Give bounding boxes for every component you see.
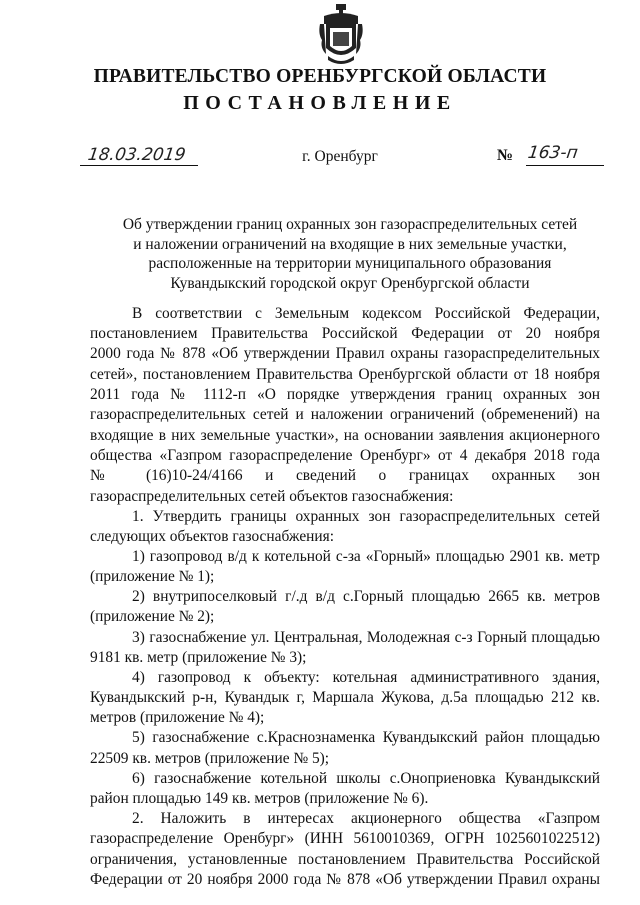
body-line: 3) газоснабжение ул. Центральная, Молодежная с-з Горный площадью <box>132 629 600 646</box>
body-line: (приложение № 1); <box>90 568 215 585</box>
document-title <box>90 215 610 293</box>
number-label: № <box>497 147 514 164</box>
body-line: газораспределительных сетей объектов газоснабжения: <box>90 488 454 505</box>
title-line: расположенные на территории муниципального образования <box>148 255 552 272</box>
body-line: 2) внутрипоселковый г/.д в/д с.Горный площадью 2665 кв. метров <box>132 588 600 605</box>
document-city: г. Оренбург <box>302 148 378 165</box>
body-line: 1. Утвердить границы охранных зон газораспределительных сетей <box>132 508 600 525</box>
government-name: ПРАВИТЕЛЬСТВО ОРЕНБУРГСКОЙ ОБЛАСТИ <box>93 66 547 87</box>
document-number: 163-п <box>526 143 580 163</box>
coat-of-arms-emblem <box>318 4 364 66</box>
body-line: следующих объектов газоснабжения: <box>90 528 334 545</box>
body-line: 2011 года № 1112-п «О порядке утверждения границ охранных зон <box>90 386 600 403</box>
body-line: входящие в них земельные участки», на основании заявления акционерного <box>90 427 600 444</box>
body-line: газораспределительных сетей и наложении ограничений (обременений) на <box>90 406 600 423</box>
body-line: район площадью 149 кв. метров (приложение № 6). <box>90 790 429 807</box>
body-line: метров (приложение № 4); <box>90 709 265 726</box>
body-line: 5) газоснабжение с.Краснознаменка Кувандыкский район площадью <box>132 729 600 746</box>
body-line: общества «Газпром газораспределение Оренбург» от 4 декабря 2018 года <box>90 447 600 464</box>
body-line: (приложение № 2); <box>90 608 215 625</box>
body-line: 6) газоснабжение котельной школы с.Оноприеновка Кувандыкский <box>132 770 600 787</box>
body-line: ограничения, установленные постановлением Правительства Российской <box>90 851 600 868</box>
body-line: 22509 кв. метров (приложение № 5); <box>90 750 330 767</box>
body-line: сетей», постановлением Правительства Оренбургской области от 18 ноября <box>90 366 600 383</box>
body-line: газораспределение Оренбург» (ИНН 5610010369, ОГРН 1025601022512) <box>90 830 600 847</box>
body-line: 4) газопровод к объекту: котельная административного здания, <box>132 669 600 686</box>
body-line: № (16)10-24/4166 и сведений о границах охранных зон <box>90 467 600 484</box>
title-line: и наложении ограничений на входящие в них земельные участки, <box>133 235 567 253</box>
body-line: Федерации от 20 ноября 2000 года № 878 «Об утверждении Правил охраны <box>90 871 600 888</box>
body-line: постановлением Правительства Российской Федерации от 20 ноября <box>90 325 600 342</box>
title-line: Об утверждении границ охранных зон газораспределительных сетей <box>122 216 578 233</box>
title-line: Кувандыкский городской округ Оренбургской области <box>170 274 530 292</box>
body-line: В соответствии с Земельным кодексом Российской Федерации, <box>132 305 600 322</box>
body-line: Кувандыкский р-н, Кувандык г, Маршала Жукова, д.5а площадью 212 кв. <box>90 689 600 706</box>
document-date: 18.03.2019 <box>86 145 187 165</box>
number-underline <box>526 165 604 166</box>
body-line: 9181 кв. метр (приложение № 3); <box>90 649 307 666</box>
body-line: 2000 года № 878 «Об утверждении Правил охраны газораспределительных <box>90 345 600 362</box>
body-line: 1) газопровод в/д к котельной с-за «Горный» площадью 2901 кв. метр <box>132 548 600 565</box>
body-line: 2. Наложить в интересах акционерного общества «Газпром <box>132 810 600 827</box>
document-type: ПОСТАНОВЛЕНИЕ <box>183 92 457 114</box>
